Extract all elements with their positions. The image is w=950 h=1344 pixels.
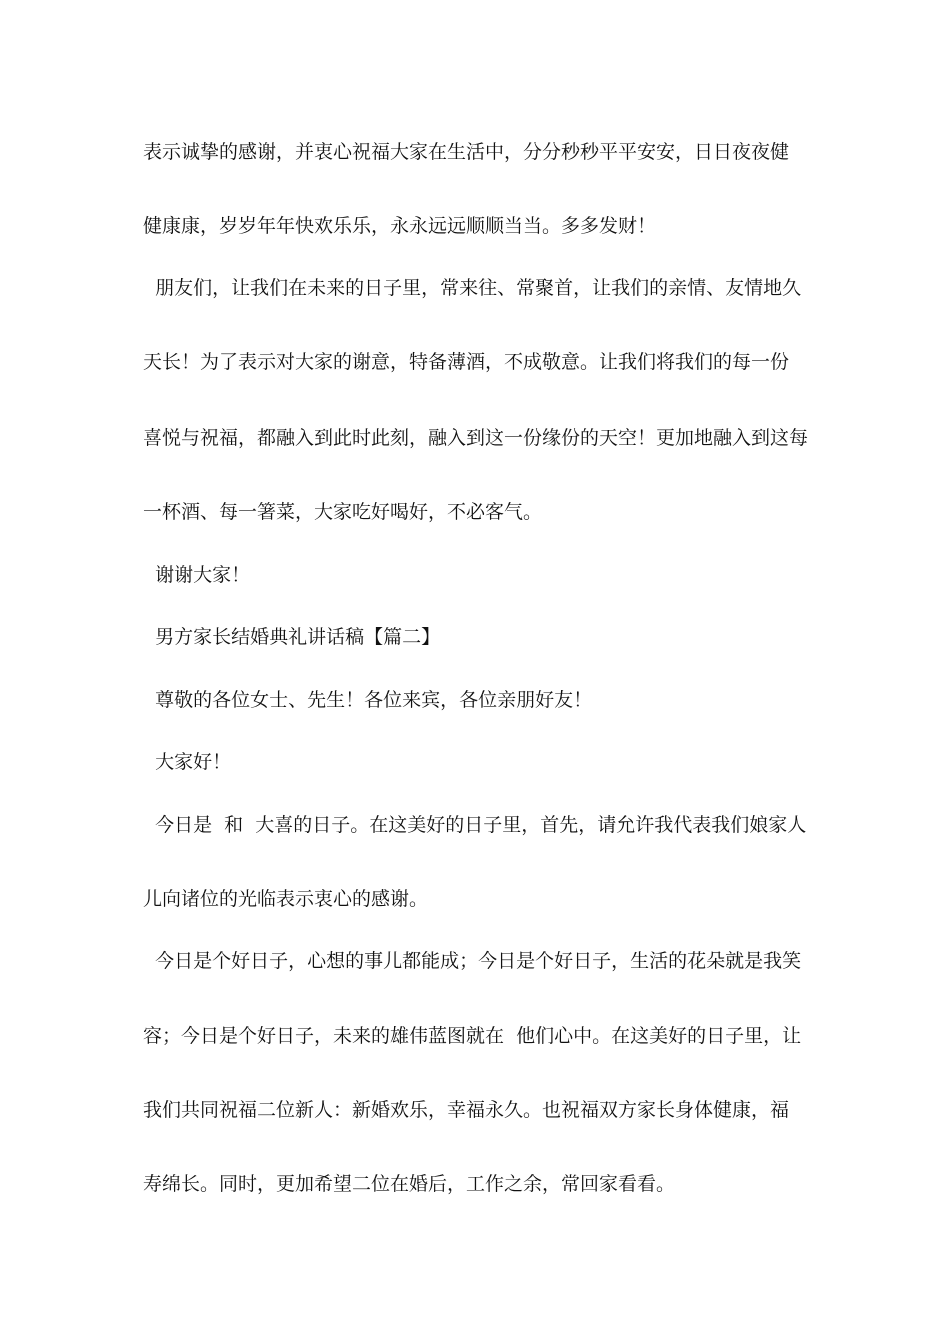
text-line: 容；今日是个好日子，未来的雄伟蓝图就在 他们心中。在这美好的日子里，让 <box>143 1025 802 1047</box>
text-line: 表示诚挚的感谢，并衷心祝福大家在生活中，分分秒秒平平安安，日日夜夜健 <box>143 141 790 163</box>
text-line: 朋友们，让我们在未来的日子里，常来往、常聚首，让我们的亲情、友情地久 <box>143 277 802 299</box>
text-line: 儿向诸位的光临表示衷心的感谢。 <box>143 888 429 910</box>
text-line: 尊敬的各位女士、先生！各位来宾，各位亲朋好友！ <box>143 689 593 711</box>
text-line: 天长！为了表示对大家的谢意，特备薄酒，不成敬意。让我们将我们的每一份 <box>143 351 790 373</box>
text-line: 今日是 和 大喜的日子。在这美好的日子里，首先，请允许我代表我们娘家人 <box>143 814 807 836</box>
text-line: 喜悦与祝福，都融入到此时此刻，融入到这一份缘份的天空！更加地融入到这每 <box>143 427 809 449</box>
section-heading: 男方家长结婚典礼讲话稿【篇二】 <box>143 626 441 648</box>
text-line: 健康康，岁岁年年快欢乐乐，永永远远顺顺当当。多多发财！ <box>143 215 657 237</box>
text-line: 大家好！ <box>143 751 232 773</box>
text-line: 今日是个好日子，心想的事儿都能成；今日是个好日子，生活的花朵就是我笑 <box>143 950 802 972</box>
text-line: 谢谢大家！ <box>143 564 251 586</box>
text-line: 一杯酒、每一箸菜，大家吃好喝好，不必客气。 <box>143 501 543 523</box>
text-line: 我们共同祝福二位新人：新婚欢乐，幸福永久。也祝福双方家长身体健康，福 <box>143 1099 790 1121</box>
text-line: 寿绵长。同时，更加希望二位在婚后，工作之余，常回家看看。 <box>143 1173 676 1195</box>
